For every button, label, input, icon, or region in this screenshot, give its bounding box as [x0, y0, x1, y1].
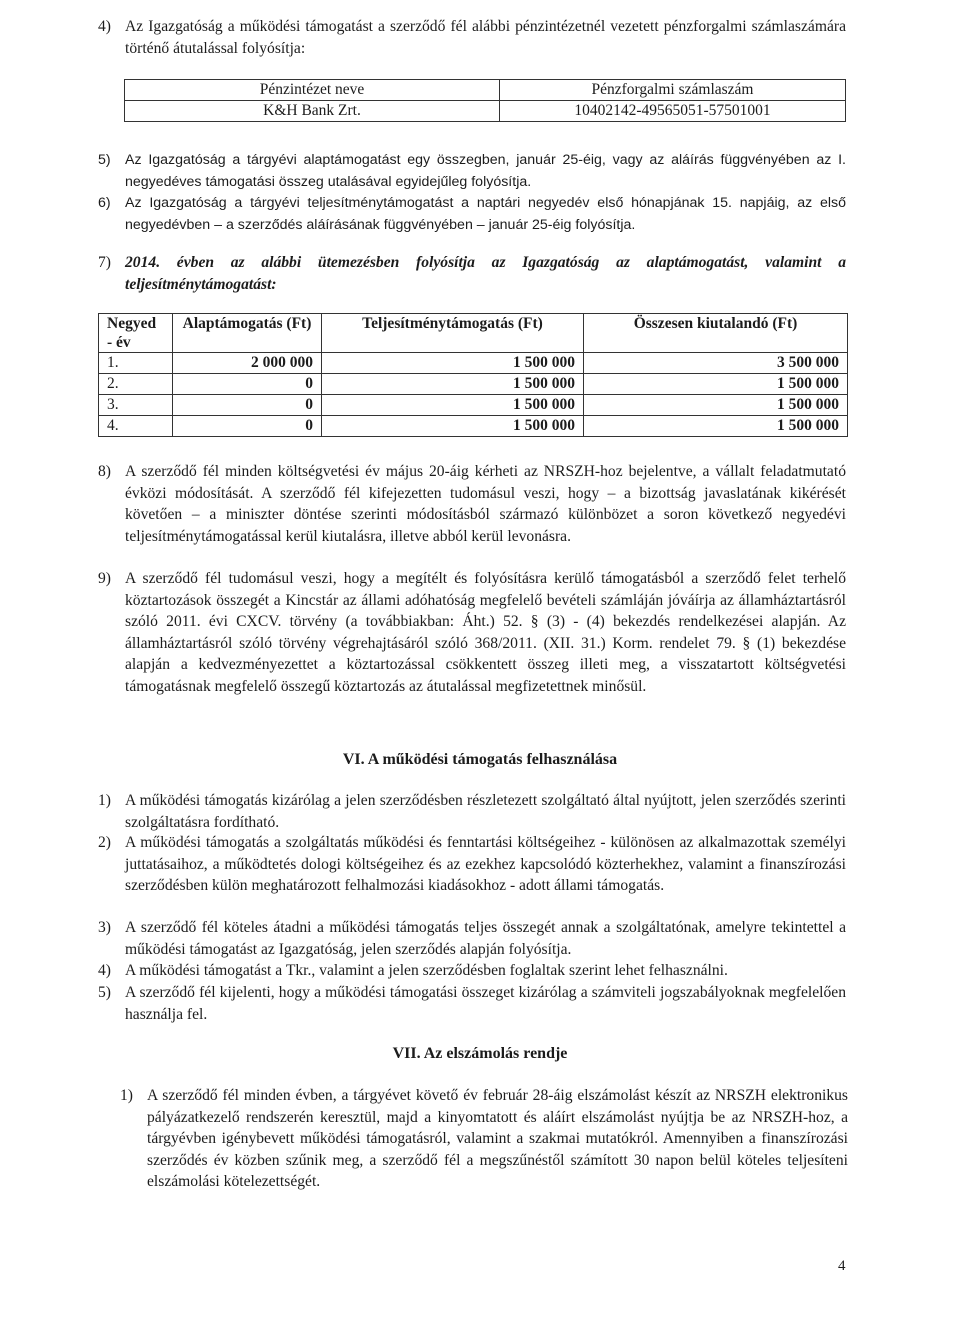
section-heading-vii: VII. Az elszámolás rendje [392, 1045, 568, 1062]
base-support-cell: 0 [173, 416, 322, 437]
base-support-cell: 0 [173, 374, 322, 395]
item-text: A szerződő fél kijelenti, hogy a működési támogatási összeget kizárólag a számviteli jogszabályoknak megfelelően használja fel. [125, 984, 846, 1023]
performance-support-cell: 1 500 000 [322, 416, 584, 437]
performance-support-cell: 1 500 000 [322, 374, 584, 395]
paragraph-item-5 [98, 150, 846, 193]
item-number: 4) [98, 962, 111, 979]
table-header-row [99, 314, 848, 353]
section-vi-item-1 [98, 790, 846, 833]
item-text: Az Igazgatóság a tárgyévi alaptámogatást egy összegben, január 25-éig, vagy az aláírás függvényében az I. negyedéves támogatási összeg utalásával egyidejűleg folyósítja. [125, 152, 846, 190]
paragraph-item-7 [98, 252, 846, 295]
table-header-cell: Alaptámogatás (Ft) [173, 314, 322, 353]
item-number: 8) [98, 463, 111, 480]
item-number: 9) [98, 570, 111, 587]
paragraph-item-9 [98, 568, 846, 697]
item-text: A működési támogatást a Tkr., valamint a jelen szerződésben foglaltak szerint lehet felhasználni. [125, 962, 728, 979]
item-number: 6) [98, 195, 111, 211]
table-row [99, 353, 848, 374]
table-header-cell: Összesen kiutalandó (Ft) [584, 314, 848, 353]
item-text: Az Igazgatóság a tárgyévi teljesítménytámogatást a naptári negyedév első hónapjának 15. napjáig, az első negyedévben – a szerződés aláírásának függvényében – január 25-éig folyósítja. [125, 195, 846, 233]
item-text: A szerződő fél minden évben, a tárgyévet követő év február 28-áig elszámolást készít az NRSZH elektronikus pályázatkezelő rendszerén keresztül, majd a kinyomtatott és aláírt elszámolást nyújtja be az NRSZH-hoz, a tárgyévben igénybevett működési támogatásról, valamint a szakmai mutatókról. Amennyiben a finanszírozási szerződés év közben szűnik meg, a szerződő fél a megszűnéstől számított 30 napon belül köteles teljesíteni elszámolási kötelezettségét. [147, 1087, 848, 1190]
table-header-cell: Pénzforgalmi számlaszám [500, 80, 846, 101]
item-text: 2014. évben az alábbi ütemezésben folyósítja az Igazgatóság az alaptámogatást, valamint a teljesítménytámogatást: [125, 254, 846, 293]
section-heading-vi: VI. A működési támogatás felhasználása [342, 751, 618, 768]
paragraph-item-4 [98, 16, 846, 59]
page-number: 4 [838, 1258, 846, 1274]
item-number: 1) [120, 1087, 133, 1104]
item-number: 4) [98, 18, 111, 35]
item-number: 7) [98, 254, 111, 271]
quarter-cell: 4. [99, 416, 173, 437]
item-number: 2) [98, 834, 111, 851]
total-cell: 1 500 000 [584, 395, 848, 416]
table-row [99, 416, 848, 437]
bank-account-table [124, 79, 846, 122]
item-number: 5) [98, 152, 111, 168]
quarter-cell: 1. [99, 353, 173, 374]
table-header-cell: Negyed - év [99, 314, 173, 353]
section-vi-item-4 [98, 960, 846, 982]
item-text: A működési támogatás a szolgáltatás működési és fenntartási költségeihez - különösen az alkalmazottak személyi juttatásaihoz, a működtetés dologi költségeihez és az ezekhez kapcsolódó közterhekhez, valamint a finanszírozási szerződésben külön meghatározott felhalmozási kiadásokhoz - adott állami támogatás. [125, 834, 846, 894]
base-support-cell: 2 000 000 [173, 353, 322, 374]
performance-support-cell: 1 500 000 [322, 395, 584, 416]
total-cell: 3 500 000 [584, 353, 848, 374]
item-text: A működési támogatás kizárólag a jelen szerződésben részletezett szolgáltató által nyújtott, jelen szerződés szerinti szolgáltatásra fordítható. [125, 792, 846, 831]
item-number: 1) [98, 792, 111, 809]
quarter-cell: 3. [99, 395, 173, 416]
total-cell: 1 500 000 [584, 416, 848, 437]
paragraph-item-8 [98, 461, 846, 547]
account-number-cell: 10402142-49565051-57501001 [500, 101, 846, 122]
section-vii-item-1 [120, 1085, 848, 1193]
section-vi-item-5 [98, 982, 846, 1025]
item-number: 3) [98, 919, 111, 936]
item-text: Az Igazgatóság a működési támogatást a szerződő fél alábbi pénzintézetnél vezetett pénzforgalmi számlaszámára történő átutalással folyósítja: [125, 18, 846, 57]
table-row [125, 101, 846, 122]
section-vi-item-2 [98, 832, 846, 897]
item-text: A szerződő fél minden költségvetési év május 20-áig kérheti az NRSZH-hoz bejelentve, a vállalt feladatmutató évközi módosítását. A szerződő fél kifejezetten tudomásul veszi, hogy – a bizottság javaslatának kikérését követően – a miniszter döntése szerinti módosításból származó különbözet a soron következő negyedévi teljesítménytámogatással kerül kiutalásra, illetve abból kerül levonásra. [125, 463, 846, 545]
table-header-cell: Pénzintézet neve [125, 80, 500, 101]
payment-schedule-table [98, 313, 848, 437]
base-support-cell: 0 [173, 395, 322, 416]
total-cell: 1 500 000 [584, 374, 848, 395]
table-header-cell: Teljesítménytámogatás (Ft) [322, 314, 584, 353]
item-text: A szerződő fél köteles átadni a működési támogatás teljes összegét annak a szolgáltatónak, amelyre tekintettel a működési támogatást az Igazgatóság, jelen szerződés alapján folyósítja. [125, 919, 846, 958]
performance-support-cell: 1 500 000 [322, 353, 584, 374]
paragraph-item-6 [98, 193, 846, 236]
bank-name-cell: K&H Bank Zrt. [125, 101, 500, 122]
item-number: 5) [98, 984, 111, 1001]
table-row [99, 395, 848, 416]
table-row [99, 374, 848, 395]
section-vi-item-3 [98, 917, 846, 960]
quarter-cell: 2. [99, 374, 173, 395]
table-header-row [125, 80, 846, 101]
item-text: A szerződő fél tudomásul veszi, hogy a megítélt és folyósításra kerülő támogatásból a szerződő felet terhelő köztartozások összegét a Kincstár az állami adóhatóság megfelelő bevételi számláján jóváírja az államháztartásról szóló 2011. évi CXCV. törvény (a továbbiakban: Áht.) 52. § (3) - (4) bekezdés rendelkezései alapján. Az államháztartásról szóló törvény végrehajtásáról szóló 368/2011. (XII. 31.) Korm. rendelet 79. § (1) bekezdése alapján a kedvezményezettet a köztartozással csökkentett összeg illeti meg, a visszatartott költségvetési támogatásnak megfelelő összegű köztartozás az átutalással megfizetettnek minősül. [125, 570, 846, 695]
